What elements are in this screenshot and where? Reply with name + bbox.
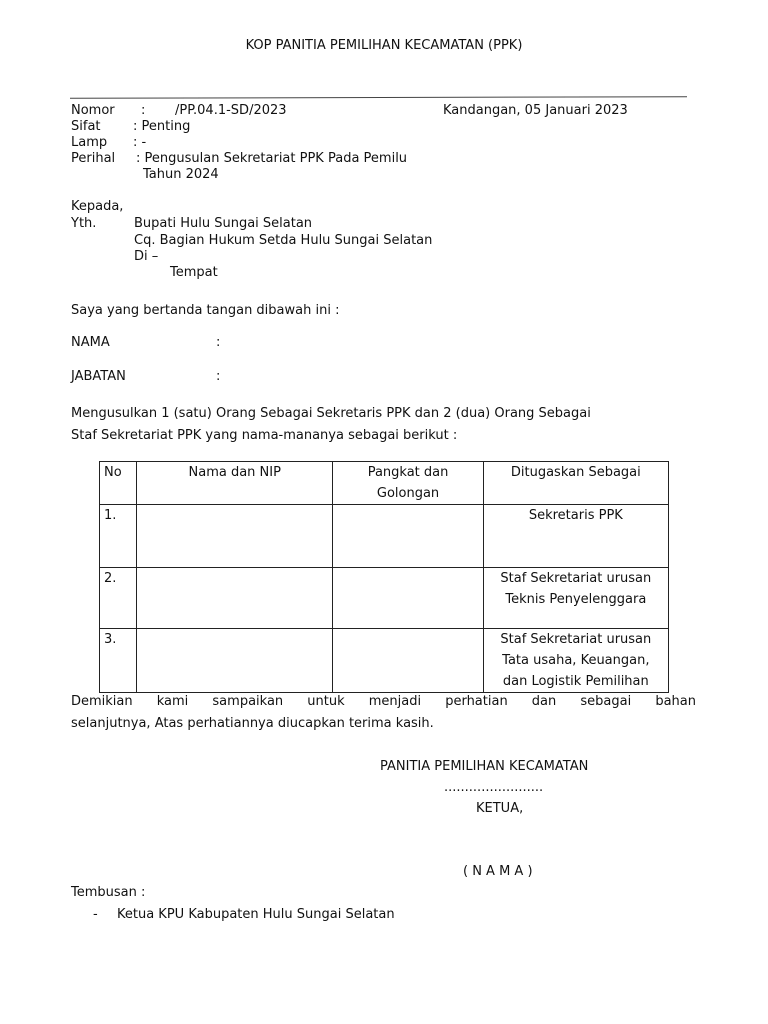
row-nama — [137, 629, 333, 693]
row-tugas — [483, 629, 668, 693]
row-tugas-line: Staf Sekretariat urusan — [500, 632, 652, 647]
perihal-label: Perihal — [71, 151, 116, 166]
row-tugas-line: dan Logistik Pemilihan — [502, 674, 649, 689]
closing-line-2: selanjutnya, Atas perhatiannya diucapkan terima kasih. — [71, 716, 434, 731]
nomor-label: Nomor — [71, 103, 115, 118]
row-no: 3. — [100, 629, 137, 693]
row-tugas-line: Teknis Penyelenggara — [505, 592, 647, 607]
closing-line-1: Demikian kami sampaikan untuk menjadi perhatian dan sebagai bahan — [71, 694, 696, 709]
row-no: 2. — [100, 568, 137, 629]
header-pangkat-golongan: Pangkat dan Golongan — [333, 462, 483, 505]
nomor-value: /PP.04.1-SD/2023 — [175, 103, 287, 118]
kepada-label: Kepada, — [71, 199, 124, 214]
signature-role: KETUA, — [476, 801, 524, 816]
signature-org: PANITIA PEMILIHAN KECAMATAN — [380, 759, 589, 774]
perihal-value: : Pengusulan Sekretariat PPK Pada Pemilu — [136, 151, 408, 166]
jabatan-label: JABATAN — [71, 369, 126, 384]
place-date: Kandangan, 05 Januari 2023 — [443, 103, 628, 118]
nama-label: NAMA — [71, 335, 110, 350]
signature-name: ( N A M A ) — [463, 864, 533, 879]
table-row — [100, 505, 669, 568]
recipient-line-1: Bupati Hulu Sungai Selatan — [134, 216, 313, 231]
recipient-line-4: Tempat — [170, 265, 218, 280]
tembusan-label: Tembusan : — [71, 885, 146, 900]
proposal-line-1: Mengusulkan 1 (satu) Orang Sebagai Sekretaris PPK dan 2 (dua) Orang Sebagai — [71, 406, 591, 421]
row-tugas — [483, 568, 668, 629]
recipient-line-2: Cq. Bagian Hukum Setda Hulu Sungai Selatan — [134, 233, 433, 248]
row-pangkat — [333, 505, 483, 568]
nomor-colon: : — [141, 103, 146, 118]
table-row — [100, 629, 669, 693]
row-tugas — [483, 505, 668, 568]
tembusan-item: Ketua KPU Kabupaten Hulu Sungai Selatan — [117, 907, 395, 922]
intro-text: Saya yang bertanda tangan dibawah ini : — [71, 303, 340, 318]
header-no: No — [100, 462, 137, 505]
perihal-value-cont: Tahun 2024 — [143, 167, 219, 182]
table-header-row — [100, 462, 669, 505]
proposal-line-2: Staf Sekretariat PPK yang nama-mananya sebagai berikut : — [71, 428, 458, 443]
letterhead-divider — [70, 96, 687, 99]
lamp-value: : - — [133, 135, 147, 150]
row-no: 1. — [100, 505, 137, 568]
sifat-value: : Penting — [133, 119, 191, 134]
nama-colon: : — [216, 335, 221, 350]
row-tugas-line: Staf Sekretariat urusan — [500, 571, 652, 586]
table-row — [100, 568, 669, 629]
yth-label: Yth. — [71, 216, 97, 231]
tembusan-bullet: - — [93, 907, 98, 922]
lamp-label: Lamp — [71, 135, 108, 150]
recipient-line-3: Di – — [134, 249, 159, 264]
header-nama-nip: Nama dan NIP — [137, 462, 333, 505]
row-nama — [137, 568, 333, 629]
sifat-label: Sifat — [71, 119, 101, 134]
header-ditugaskan: Ditugaskan Sebagai — [483, 462, 668, 505]
row-tugas-line: Tata usaha, Keuangan, — [502, 653, 650, 668]
row-nama — [137, 505, 333, 568]
signature-dots: ........................ — [444, 780, 544, 795]
row-tugas-line: Sekretaris PPK — [528, 508, 623, 523]
staff-table — [99, 461, 669, 693]
letterhead-title: KOP PANITIA PEMILIHAN KECAMATAN (PPK) — [245, 38, 523, 53]
jabatan-colon: : — [216, 369, 221, 384]
row-pangkat — [333, 568, 483, 629]
row-pangkat — [333, 629, 483, 693]
